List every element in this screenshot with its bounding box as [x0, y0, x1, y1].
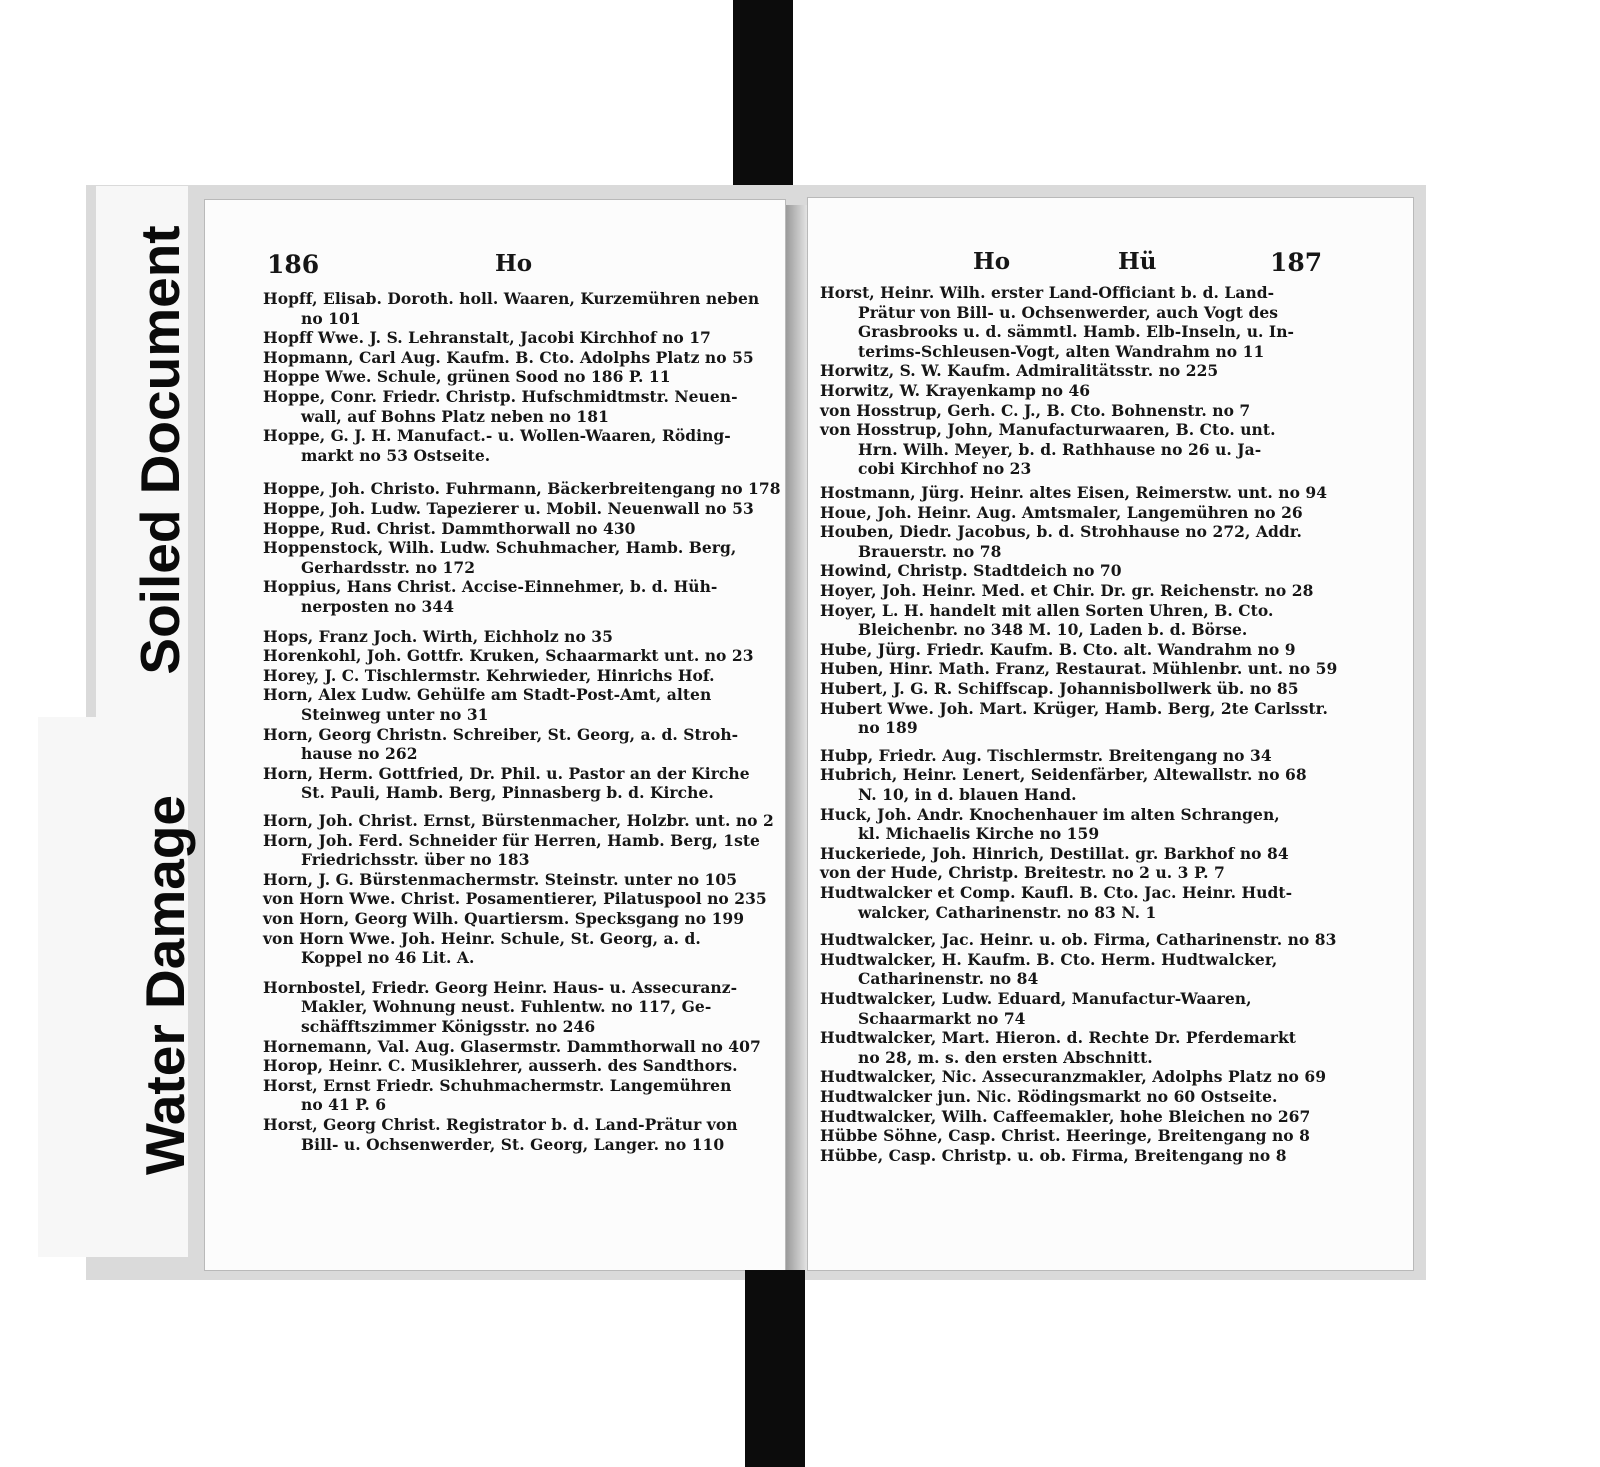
directory-entry [263, 499, 754, 519]
entry-continuation-line: Gerhardsstr. no 172 [301, 557, 476, 577]
directory-entry [263, 666, 715, 686]
entry-line: Hoyer, L. H. handelt mit allen Sorten Uhren, B. Cto. [820, 600, 1274, 620]
directory-entry [820, 883, 1292, 922]
directory-entry [820, 522, 1302, 561]
entry-line: Huck, Joh. Andr. Knochenhauer im alten Schrangen, [820, 804, 1280, 824]
directory-entry [820, 844, 1289, 864]
entry-line: Horn, Joh. Christ. Ernst, Bürstenmacher, Holzbr. unt. no 2 [263, 811, 774, 830]
entry-line: von Horn Wwe. Joh. Heinr. Schule, St. Georg, a. d. [263, 928, 701, 948]
entry-line: Hoyer, Joh. Heinr. Med. et Chir. Dr. gr. Reichenstr. no 28 [820, 581, 1314, 600]
directory-entry [820, 420, 1276, 479]
entry-line: Houben, Diedr. Jacobus, b. d. Strohhause no 272, Addr. [820, 522, 1303, 542]
entry-line: Huben, Hinr. Math. Franz, Restaurat. Mühlenbr. unt. no 59 [820, 659, 1338, 679]
directory-entry [820, 989, 1252, 1028]
entry-line: Horenkohl, Joh. Gottfr. Kruken, Schaarmarkt unt. no 23 [263, 646, 754, 666]
entry-line: Hoppe, Conr. Friedr. Christp. Hufschmidtmstr. Neuen- [263, 387, 738, 406]
entry-line: Horst, Heinr. Wilh. erster Land-Officiant b. d. Land- [820, 283, 1275, 302]
book-spine [786, 205, 808, 1270]
directory-entry [263, 538, 736, 577]
entry-line: Hudtwalcker, Nic. Assecuranzmakler, Adolphs Platz no 69 [820, 1067, 1327, 1087]
entry-continuation-line: no 41 P. 6 [301, 1095, 387, 1115]
entry-line: Hoppe, Rud. Christ. Dammthorwall no 430 [263, 518, 636, 538]
directory-entry [820, 1126, 1310, 1146]
entry-line: von Hosstrup, John, Manufacturwaaren, B. Cto. unt. [820, 420, 1276, 440]
directory-entry [820, 381, 1090, 401]
directory-entry [263, 367, 671, 387]
directory-entry [820, 950, 1277, 989]
entry-line: Hops, Franz Joch. Wirth, Eichholz no 35 [263, 626, 613, 646]
directory-entry [263, 978, 737, 1037]
entry-line: von Hosstrup, Gerh. C. J., B. Cto. Bohnenstr. no 7 [820, 400, 1251, 420]
entry-line: Hubert, J. G. R. Schiffscap. Johannisbollwerk üb. no 85 [820, 679, 1299, 698]
entry-continuation-line: Steinweg unter no 31 [301, 704, 489, 724]
entry-line: Hudtwalcker, Ludw. Eduard, Manufactur-Waaren, [820, 989, 1252, 1008]
entry-line: Horwitz, W. Krayenkamp no 46 [820, 381, 1091, 400]
entry-line: Hubert Wwe. Joh. Mart. Krüger, Hamb. Berg, 2te Carlsstr. [820, 698, 1328, 718]
directory-entry [820, 805, 1280, 844]
entry-line: Hostmann, Jürg. Heinr. altes Eisen, Reimerstw. unt. no 94 [820, 483, 1328, 502]
entry-line: Hornbostel, Friedr. Georg Heinr. Haus- u. Assecuranz- [263, 977, 738, 997]
directory-entry [820, 1087, 1277, 1107]
entry-line: Hoppe, Joh. Christo. Fuhrmann, Bäckerbreitengang no 178 [263, 479, 781, 499]
directory-entry [263, 1037, 761, 1057]
entry-line: Houe, Joh. Heinr. Aug. Amtsmaler, Langemühren no 26 [820, 502, 1303, 522]
directory-entry [263, 870, 737, 890]
entry-continuation-line: Friedrichsstr. über no 183 [301, 850, 530, 870]
entry-line: Horst, Ernst Friedr. Schuhmachermstr. Langemühren [263, 1075, 732, 1095]
entry-continuation-line: Bill- u. Ochsenwerder, St. Georg, Langer. no 110 [301, 1134, 725, 1154]
entry-line: Hudtwalcker, Mart. Hieron. d. Rechte Dr. Pferdemarkt [820, 1028, 1296, 1048]
entry-continuation-line: Brauerstr. no 78 [858, 541, 1002, 561]
entry-continuation-line: N. 10, in d. blauen Hand. [858, 784, 1077, 804]
directory-entry [820, 863, 1225, 883]
directory-entry [820, 561, 1122, 581]
entry-continuation-line: markt no 53 Ostseite. [301, 445, 491, 465]
entry-line: Horn, Joh. Ferd. Schneider für Herren, Hamb. Berg, 1ste [263, 830, 760, 850]
entry-line: von der Hude, Christp. Breitestr. no 2 u. 3 P. 7 [820, 863, 1225, 883]
directory-entry [263, 909, 744, 929]
entry-line: Horn, Alex Ludw. Gehülfe am Stadt-Post-Amt, alten [263, 685, 712, 705]
directory-entry [820, 640, 1296, 660]
entry-line: Hube, Jürg. Friedr. Kaufm. B. Cto. alt. Wandrahm no 9 [820, 639, 1296, 659]
directory-entry [263, 426, 731, 465]
entry-continuation-line: Grasbrooks u. d. sämmtl. Hamb. Elb-Inseln, u. In- [858, 322, 1295, 342]
directory-entry [263, 831, 760, 870]
entry-continuation-line: Bleichenbr. no 348 M. 10, Laden b. d. Börse. [858, 620, 1248, 640]
directory-entry [263, 764, 750, 803]
directory-entry [263, 889, 767, 909]
entry-continuation-line: Catharinenstr. no 84 [858, 969, 1039, 989]
left-page [205, 200, 785, 1270]
entry-line: Hudtwalcker, Jac. Heinr. u. ob. Firma, Catharinenstr. no 83 [820, 930, 1337, 950]
directory-entry [263, 348, 754, 368]
entry-line: Hudtwalcker et Comp. Kaufl. B. Cto. Jac. Heinr. Hudt- [820, 883, 1293, 902]
entry-continuation-line: kl. Michaelis Kirche no 159 [858, 824, 1100, 844]
directory-entry [820, 503, 1303, 523]
directory-entry [820, 1107, 1310, 1127]
entry-line: Hoppius, Hans Christ. Accise-Einnehmer, b. d. Hüh- [263, 577, 718, 597]
entry-continuation-line: wall, auf Bohns Platz neben no 181 [301, 406, 609, 426]
directory-entry [263, 685, 711, 724]
directory-entry [820, 1067, 1326, 1087]
entry-line: Hornemann, Val. Aug. Glasermstr. Dammthorwall no 407 [263, 1036, 761, 1056]
directory-entry [820, 930, 1336, 950]
entry-continuation-line: no 189 [858, 718, 918, 738]
entry-line: Hopmann, Carl Aug. Kaufm. B. Cto. Adolphs Platz no 55 [263, 347, 754, 367]
directory-entry [820, 699, 1328, 738]
directory-entry [820, 1028, 1296, 1067]
entry-line: von Horn Wwe. Christ. Posamentierer, Pilatuspool no 235 [263, 889, 767, 909]
entry-line: Horn, Herm. Gottfried, Dr. Phil. u. Pastor an der Kirche [263, 763, 750, 783]
directory-entry [820, 746, 1272, 766]
directory-entry [263, 1076, 731, 1115]
entry-line: Horey, J. C. Tischlermstr. Kehrwieder, Hinrichs Hof. [263, 665, 715, 685]
directory-entry [820, 1146, 1287, 1166]
directory-entry [263, 387, 738, 426]
entry-line: Horn, Georg Christn. Schreiber, St. Georg, a. d. Stroh- [263, 724, 739, 744]
directory-entry [820, 601, 1273, 640]
left-page-number: 186 [267, 250, 320, 279]
directory-entry [820, 483, 1327, 503]
right-page [808, 198, 1413, 1270]
entry-line: Hoppenstock, Wilh. Ludw. Schuhmacher, Hamb. Berg, [263, 538, 737, 558]
entry-line: Horst, Georg Christ. Registrator b. d. Land-Prätur von [263, 1115, 738, 1134]
entry-continuation-line: cobi Kirchhof no 23 [858, 459, 1032, 479]
directory-entry [263, 577, 717, 616]
entry-line: Huckeriede, Joh. Hinrich, Destillat. gr. Barkhof no 84 [820, 843, 1289, 863]
directory-entry [263, 811, 774, 831]
directory-entry [263, 1115, 738, 1154]
directory-entry [820, 401, 1250, 421]
entry-line: Hudtwalcker, Wilh. Caffeemakler, hohe Bleichen no 267 [820, 1106, 1311, 1126]
directory-entry [263, 1056, 738, 1076]
directory-entry [820, 581, 1313, 601]
bottom-black-strip [745, 1270, 805, 1467]
directory-entry [263, 627, 613, 647]
entry-continuation-line: hause no 262 [301, 744, 418, 764]
directory-entry [263, 519, 636, 539]
entry-line: Horwitz, S. W. Kaufm. Admiralitätsstr. no 225 [820, 361, 1219, 381]
entry-line: Howind, Christp. Stadtdeich no 70 [820, 561, 1122, 581]
entry-line: Hoppe Wwe. Schule, grünen Sood no 186 P. 11 [263, 367, 671, 387]
water-damage-label: Water Damage [134, 794, 196, 1176]
entry-continuation-line: schäfftszimmer Königsstr. no 246 [301, 1016, 596, 1036]
entry-continuation-line: no 28, m. s. den ersten Abschnitt. [858, 1047, 1153, 1067]
entry-line: Hudtwalcker, H. Kaufm. B. Cto. Herm. Hudtwalcker, [820, 949, 1278, 969]
entry-continuation-line: terims-Schleusen-Vogt, alten Wandrahm no 11 [858, 341, 1265, 361]
right-running-head-ho: Ho [973, 248, 1011, 275]
entry-line: von Horn, Georg Wilh. Quartiersm. Specksgang no 199 [263, 909, 745, 928]
soiled-document-label: Soiled Document [129, 225, 191, 675]
directory-entry [820, 283, 1294, 361]
directory-entry [263, 929, 701, 968]
directory-entry [820, 679, 1299, 699]
entry-line: Hubp, Friedr. Aug. Tischlermstr. Breitengang no 34 [820, 745, 1272, 765]
entry-line: Hopff, Elisab. Doroth. holl. Waaren, Kurzemühren neben [263, 289, 760, 308]
entry-line: Hoppe, G. J. H. Manufact.- u. Wollen-Waaren, Röding- [263, 426, 731, 446]
directory-entry [263, 646, 754, 666]
directory-entry [820, 765, 1307, 804]
directory-entry [820, 361, 1218, 381]
entry-continuation-line: St. Pauli, Hamb. Berg, Pinnasberg b. d. Kirche. [301, 783, 714, 803]
entry-line: Hoppe, Joh. Ludw. Tapezierer u. Mobil. Neuenwall no 53 [263, 499, 754, 518]
entry-line: Hübbe, Casp. Christp. u. ob. Firma, Breitengang no 8 [820, 1145, 1287, 1165]
entry-continuation-line: nerposten no 344 [301, 596, 455, 616]
directory-entry [263, 289, 759, 328]
entry-continuation-line: walcker, Catharinenstr. no 83 N. 1 [858, 902, 1157, 922]
entry-line: Hudtwalcker jun. Nic. Rödingsmarkt no 60 Ostseite. [820, 1087, 1278, 1106]
entry-continuation-line: Schaarmarkt no 74 [858, 1008, 1026, 1028]
directory-entry [263, 479, 781, 499]
entry-line: Horop, Heinr. C. Musiklehrer, ausserh. des Sandthors. [263, 1056, 738, 1076]
entry-line: Hübbe Söhne, Casp. Christ. Heeringe, Breitengang no 8 [820, 1126, 1310, 1146]
directory-entry [263, 725, 738, 764]
entry-line: Hopff Wwe. J. S. Lehranstalt, Jacobi Kirchhof no 17 [263, 328, 711, 348]
directory-entry [263, 328, 711, 348]
entry-continuation-line: no 101 [301, 308, 361, 328]
entry-continuation-line: Koppel no 46 Lit. A. [301, 948, 475, 968]
directory-entry [820, 659, 1337, 679]
right-running-head-hu: Hü [1118, 248, 1157, 275]
entry-line: Hubrich, Heinr. Lenert, Seidenfärber, Altewallstr. no 68 [820, 765, 1307, 785]
entry-continuation-line: Hrn. Wilh. Meyer, b. d. Rathhause no 26 u. Ja- [858, 439, 1262, 459]
entry-continuation-line: Makler, Wohnung neust. Fuhlentw. no 117, Ge- [301, 997, 712, 1017]
left-running-head: Ho [495, 250, 533, 277]
right-page-number: 187 [1270, 248, 1323, 277]
entry-line: Horn, J. G. Bürstenmachermstr. Steinstr. unter no 105 [263, 869, 738, 889]
entry-continuation-line: Prätur von Bill- u. Ochsenwerder, auch Vogt des [858, 302, 1279, 322]
